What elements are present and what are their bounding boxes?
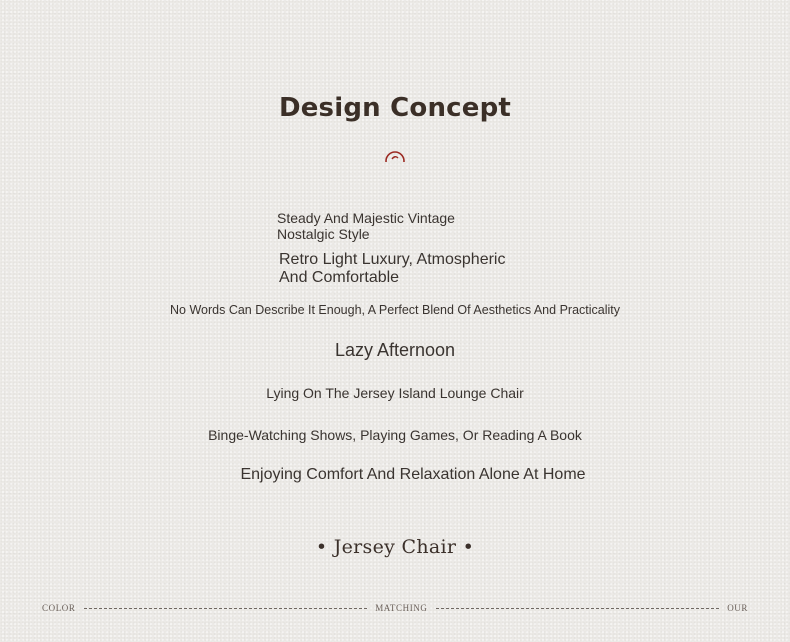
page-title: Design Concept: [278, 93, 512, 123]
emblem-icon: [384, 150, 406, 162]
product-name: • Jersey Chair •: [315, 536, 475, 558]
footer-divider: [42, 603, 748, 613]
dashed-rule: [436, 608, 720, 609]
enjoy-text: Enjoying Comfort And Relaxation Alone At Home: [240, 466, 586, 483]
footer-label-our: OUR: [727, 603, 749, 613]
activities-text: Binge-Watching Shows, Playing Games, Or Reading A Book: [208, 427, 582, 443]
footer-label-color: COLOR: [42, 603, 76, 613]
footer-label-matching: MATCHING: [375, 603, 428, 613]
luxury-text: Retro Light Luxury, Atmospheric And Comfortable: [279, 251, 506, 286]
style-text: Steady And Majestic Vintage Nostalgic Style: [277, 210, 455, 242]
dashed-rule: [84, 608, 368, 609]
lounge-chair-text: Lying On The Jersey Island Lounge Chair: [266, 385, 524, 401]
lazy-afternoon-text: Lazy Afternoon: [334, 340, 456, 360]
blend-text: No Words Can Describe It Enough, A Perfect Blend Of Aesthetics And Practicality: [170, 303, 620, 317]
